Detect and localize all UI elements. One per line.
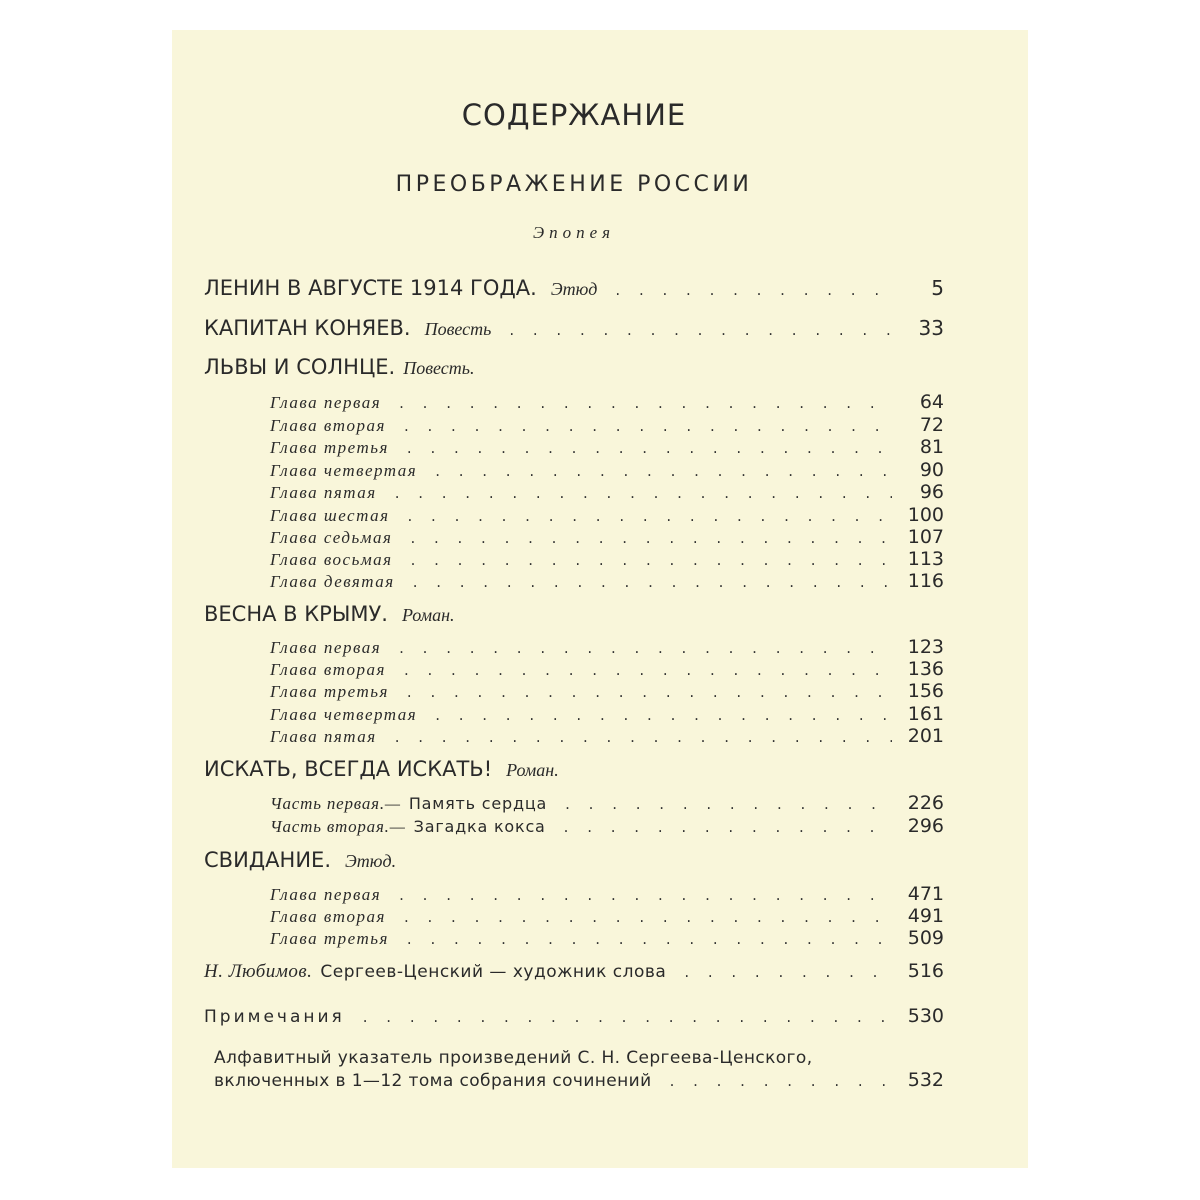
entry-title: ЛЕНИН В АВГУСТЕ 1914 ГОДА. (204, 276, 537, 300)
page-number: 5 (931, 276, 944, 300)
dot-leader (404, 910, 892, 925)
chapter-label: Глава пятая (270, 727, 377, 746)
dot-leader (399, 888, 892, 903)
entry-title: КАПИТАН КОНЯЕВ. (204, 316, 411, 340)
chapter-label: Глава восьмая (270, 550, 393, 569)
toc-chapter[interactable] (270, 638, 944, 657)
page-number: 123 (907, 636, 944, 658)
toc-entry-notes[interactable] (204, 1007, 944, 1026)
dot-leader (404, 419, 892, 434)
essay-author: Н. Любимов. (204, 961, 313, 982)
toc-chapter[interactable] (270, 727, 944, 746)
part-name: Память сердца (408, 794, 548, 813)
toc-chapter[interactable] (270, 660, 944, 679)
entry-title: ЛЬВЫ И СОЛНЦЕ. (204, 355, 396, 379)
dot-leader (363, 1010, 892, 1025)
dot-leader (565, 797, 892, 812)
toc-chapter[interactable] (270, 907, 944, 926)
dot-leader (670, 1074, 892, 1089)
page-number: 107 (907, 526, 944, 548)
dot-leader (399, 641, 892, 656)
dot-leader (399, 396, 892, 411)
toc-chapter[interactable] (270, 572, 944, 591)
page-number: 226 (907, 792, 944, 814)
dot-leader (408, 509, 893, 524)
dot-leader (435, 464, 892, 479)
dot-leader (407, 685, 892, 700)
toc-chapter[interactable] (270, 705, 944, 724)
dot-leader (564, 820, 892, 835)
page-number: 64 (919, 391, 944, 413)
dot-leader (684, 965, 892, 980)
page-number: 530 (907, 1005, 944, 1027)
page-number: 81 (919, 436, 944, 458)
toc-chapter[interactable] (270, 416, 944, 435)
page-number: 471 (907, 883, 944, 905)
toc-part[interactable] (270, 817, 944, 836)
dot-leader (410, 531, 892, 546)
toc-entry-lvy[interactable] (204, 357, 944, 378)
dot-leader (395, 486, 892, 501)
chapter-label: Глава третья (270, 438, 389, 457)
chapter-label: Глава вторая (270, 416, 386, 435)
dot-leader (411, 553, 892, 568)
toc-entry-konyaev[interactable] (204, 318, 944, 339)
page-number: 509 (907, 927, 944, 949)
part-name: Загадка кокса (413, 817, 546, 836)
notes-label: Примечания (204, 1007, 345, 1027)
entry-genre: Повесть (424, 319, 492, 339)
dot-leader (407, 932, 892, 947)
index-title-line2: включенных в 1—12 тома собрания сочинений (214, 1071, 652, 1091)
toc-chapter[interactable] (270, 483, 944, 502)
book-page (172, 30, 1028, 1168)
entry-genre: Повесть. (403, 358, 475, 378)
dot-leader (413, 575, 892, 590)
dot-leader (407, 441, 892, 456)
chapter-label: Глава пятая (270, 483, 377, 502)
chapter-label: Глава девятая (270, 572, 395, 591)
page-number: 33 (918, 316, 944, 340)
page-title: СОДЕРЖАНИЕ (461, 98, 687, 132)
essay-title: Сергеев-Ценский — художник слова (320, 962, 667, 982)
page-number: 116 (907, 570, 944, 592)
entry-title: ВЕСНА В КРЫМУ. (204, 602, 388, 626)
entry-title: ИСКАТЬ, ВСЕГДА ИСКАТЬ! (204, 757, 493, 781)
chapter-label: Глава третья (270, 682, 389, 701)
chapter-label: Глава вторая (270, 660, 386, 679)
page-number: 113 (907, 548, 944, 570)
toc-entry-iskat[interactable] (204, 759, 944, 780)
chapter-label: Глава четвертая (270, 705, 418, 724)
toc-entry-vesna[interactable] (204, 604, 944, 625)
entry-title: СВИДАНИЕ. (204, 848, 331, 872)
epic-genre: Эпопея (532, 223, 616, 242)
toc-chapter[interactable] (270, 682, 944, 701)
entry-genre: Этюд. (345, 851, 397, 871)
page-number: 201 (907, 725, 944, 747)
toc-chapter[interactable] (270, 885, 944, 904)
chapter-label: Глава вторая (270, 907, 386, 926)
page-number: 96 (919, 481, 944, 503)
epic-title: ПРЕОБРАЖЕНИЕ РОССИИ (395, 172, 753, 197)
dot-leader (509, 323, 892, 338)
page-number: 516 (907, 960, 944, 982)
chapter-label: Глава седьмая (270, 528, 393, 547)
toc-entry-svidanie[interactable] (204, 850, 944, 871)
chapter-label: Глава первая (270, 638, 382, 657)
chapter-label: Глава первая (270, 885, 382, 904)
page-number: 100 (907, 504, 944, 526)
part-label: Часть первая.— (270, 794, 401, 813)
dot-leader (435, 708, 892, 723)
page-number: 136 (907, 658, 944, 680)
chapter-label: Глава третья (270, 929, 389, 948)
page-number: 491 (907, 905, 944, 927)
entry-genre: Роман. (401, 605, 455, 625)
dot-leader (404, 663, 892, 678)
toc-chapter[interactable] (270, 506, 944, 525)
toc-entry-index[interactable] (214, 1071, 944, 1090)
toc-chapter[interactable] (270, 528, 944, 547)
part-label: Часть вторая.— (270, 817, 406, 836)
toc-chapter[interactable] (270, 461, 944, 480)
toc-part[interactable] (270, 794, 944, 813)
index-title-line1: Алфавитный указатель произведений С. Н. Сергеева-Ценского, (214, 1048, 813, 1068)
page-number: 156 (907, 680, 944, 702)
page-number: 296 (907, 815, 944, 837)
toc-chapter[interactable] (270, 438, 944, 457)
chapter-label: Глава четвертая (270, 461, 418, 480)
toc-chapter[interactable] (270, 393, 944, 412)
toc-entry-lenin[interactable] (204, 278, 944, 299)
page-number: 72 (919, 414, 944, 436)
toc-chapter[interactable] (270, 550, 944, 569)
toc-entry-essay[interactable] (204, 962, 944, 981)
page-number: 90 (919, 459, 944, 481)
chapter-label: Глава первая (270, 393, 382, 412)
entry-genre: Этюд (550, 279, 598, 299)
chapter-label: Глава шестая (270, 506, 390, 525)
page-number: 161 (907, 703, 944, 725)
dot-leader (615, 283, 892, 298)
toc-chapter[interactable] (270, 929, 944, 948)
dot-leader (395, 730, 892, 745)
page-number: 532 (907, 1069, 944, 1091)
entry-genre: Роман. (506, 760, 559, 780)
